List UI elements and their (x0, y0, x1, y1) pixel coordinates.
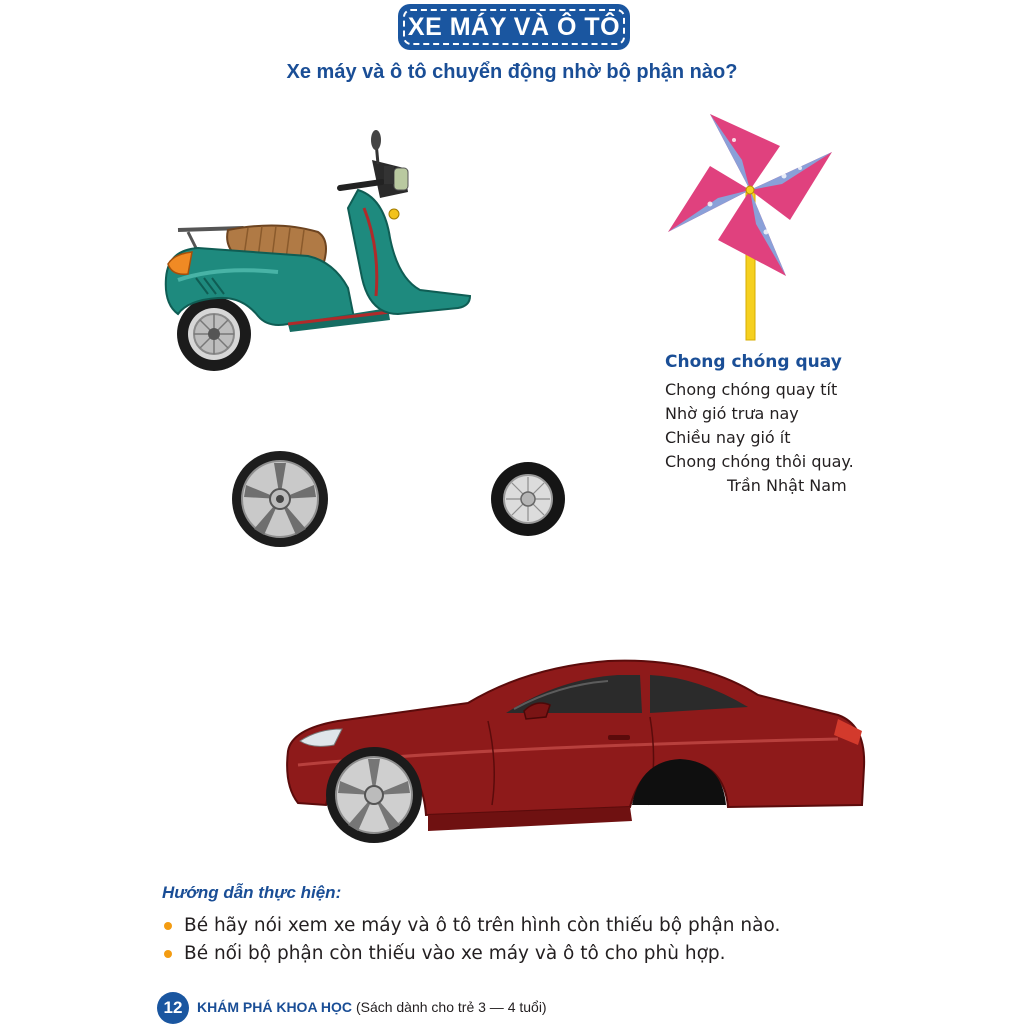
poem-line: Chiều nay gió ít (665, 428, 791, 447)
poem-line: Chong chóng thôi quay. (665, 452, 854, 471)
car-wheel-option[interactable] (230, 449, 330, 549)
title-badge (398, 4, 630, 50)
book-title: KHÁM PHÁ KHOA HỌC (197, 999, 353, 1015)
page-number: 12 (157, 992, 189, 1024)
instruction-text: Bé nối bộ phận còn thiếu vào xe máy và ô tô cho phù hợp. (184, 943, 726, 964)
page-title: XE MÁY VÀ Ô TÔ (407, 12, 621, 41)
instructions-title: Hướng dẫn thực hiện: (162, 883, 342, 902)
sports-car-illustration (278, 655, 870, 845)
poem-title: Chong chóng quay (665, 352, 842, 372)
scooter-rear-wheel (177, 297, 251, 371)
list-item (162, 940, 780, 968)
footer-book-title (197, 999, 547, 1015)
list-item (162, 912, 780, 940)
poem-line: Chong chóng quay tít (665, 380, 838, 399)
scooter-wheel-option[interactable] (490, 461, 566, 537)
bullet-dot-icon (164, 922, 172, 930)
instructions-list (162, 912, 780, 968)
poem-author: Trần Nhật Nam (727, 476, 847, 495)
book-subtitle: (Sách dành cho trẻ 3 — 4 tuổi) (355, 999, 547, 1015)
instruction-text: Bé hãy nói xem xe máy và ô tô trên hình còn thiếu bộ phận nào. (184, 915, 781, 936)
pinwheel-illustration (664, 108, 836, 344)
bullet-dot-icon (164, 950, 172, 958)
scooter-illustration (158, 128, 478, 373)
car-front-wheel (326, 747, 422, 843)
poem (665, 352, 925, 498)
poem-line: Nhờ gió trưa nay (665, 404, 799, 423)
question-text: Xe máy và ô tô chuyển động nhờ bộ phận nào? (286, 61, 738, 83)
